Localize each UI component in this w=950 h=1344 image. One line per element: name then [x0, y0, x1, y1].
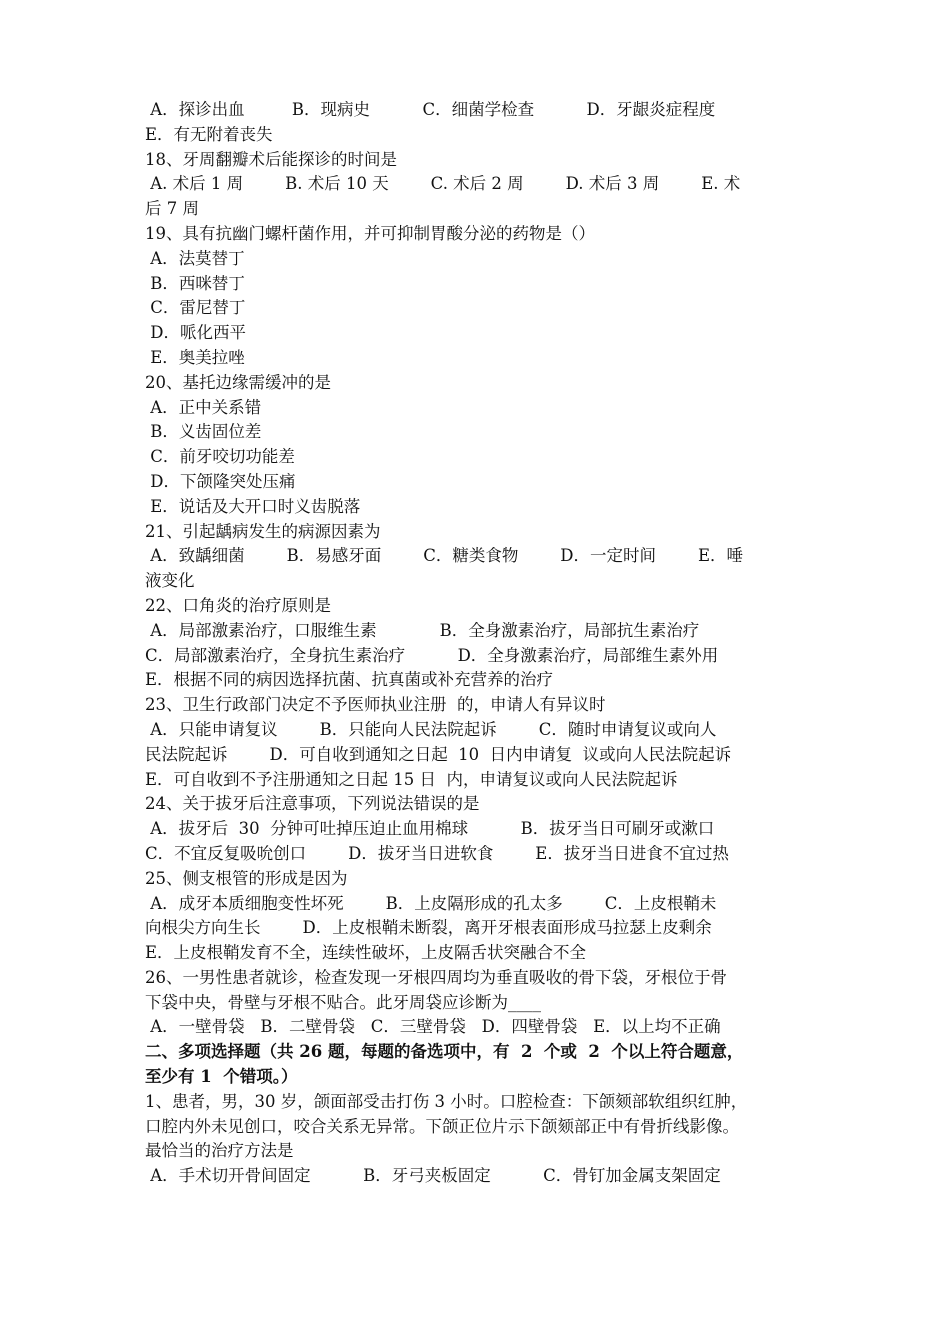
option-line: E．说话及大开口时义齿脱落 [145, 496, 361, 516]
text-line: A．致龋细菌 B．易感牙面 C．糖类食物 D．一定时间 E．唾 [145, 546, 744, 566]
text-line: A．成牙本质细胞变性坏死 B．上皮隔形成的孔太多 C．上皮根鞘未 [145, 893, 717, 913]
text-line: E．上皮根鞘发育不全，连续性破坏，上皮隔舌状突融合不全 [145, 943, 587, 963]
text-line: 后 7 周 [145, 199, 199, 219]
text-line: A．手术切开骨间固定 B．牙弓夹板固定 C．骨钉加金属支架固定 [145, 1166, 721, 1186]
question-26: 26、一男性患者就诊，检查发现一牙根四周均为垂直吸收的骨下袋，牙根位于骨 [145, 967, 727, 987]
text-line: E．有无附着丧失 [145, 124, 273, 144]
question-24: 24、关于拔牙后注意事项，下列说法错误的是 [145, 794, 480, 814]
question-21: 21、引起龋病发生的病源因素为 [145, 521, 381, 541]
option-line: A．法莫替丁 [145, 248, 245, 268]
option-line: D．下颌隆突处压痛 [145, 471, 296, 491]
question-22: 22、口角炎的治疗原则是 [145, 595, 331, 615]
option-line: E．奥美拉唑 [145, 347, 245, 367]
option-line: B．西咪替丁 [145, 273, 245, 293]
text-line: A．只能申请复议 B．只能向人民法院起诉 C．随时申请复议或向人 [145, 719, 717, 739]
text-line: A. 术后 1 周 B. 术后 10 天 C. 术后 2 周 D. 术后 3 周 E. 术 [145, 174, 741, 194]
text-line: E．可自收到不予注册通知之日起 15 日 内，申请复议或向人民法院起诉 [145, 769, 678, 789]
option-line: C．前牙咬切功能差 [145, 447, 295, 467]
text-line: A．一壁骨袋 B．二壁骨袋 C．三壁骨袋 D．四壁骨袋 E．以上均不正确 [145, 1017, 721, 1037]
question-20: 20、基托边缘需缓冲的是 [145, 372, 331, 392]
text-line: A．局部激素治疗，口服维生素 B．全身激素治疗，局部抗生素治疗 [145, 620, 700, 640]
option-line: B．义齿固位差 [145, 422, 262, 442]
question-25: 25、侧支根管的形成是因为 [145, 868, 348, 888]
text-line: 民法院起诉 D．可自收到通知之日起 10 日内申请复 议或向人民法院起诉 [145, 744, 732, 764]
section-heading: 至少有 1 个错项。） [145, 1067, 298, 1087]
section-heading: 二、多项选择题（共 26 题，每题的备选项中，有 2 个或 2 个以上符合题意， [145, 1042, 744, 1062]
document-page [145, 98, 810, 1189]
text-line: A．探诊出血 B．现病史 C．细菌学检查 D．牙龈炎症程度 [145, 100, 716, 119]
text-line: A．拔牙后 30 分钟可吐掉压迫止血用棉球 B．拔牙当日可刷牙或漱口 [145, 819, 715, 839]
option-line: A．正中关系错 [145, 397, 262, 417]
text-line: 向根尖方向生长 D．上皮根鞘未断裂，离开牙根表面形成马拉瑟上皮剩余 [145, 918, 712, 938]
question-23: 23、卫生行政部门决定不予医师执业注册 的，申请人有异议时 [145, 695, 606, 715]
text-line: C．不宜反复吸吮创口 D．拔牙当日进软食 E．拔牙当日进食不宜过热 [145, 843, 729, 863]
option-line: C．雷尼替丁 [145, 298, 246, 318]
text-line: 下袋中央，骨壁与牙根不贴合。此牙周袋应诊断为____ [145, 992, 541, 1012]
question-1: 1、患者，男，30 岁，颌面部受击打伤 3 小时。口腔检查：下颌颏部软组织红肿， [145, 1091, 748, 1111]
option-line: D．哌化西平 [145, 323, 246, 343]
text-line: 口腔内外未见创口，咬合关系无异常。下颌正位片示下颌颏部正中有骨折线影像。 [145, 1116, 739, 1136]
question-18: 18、牙周翻瓣术后能探诊的时间是 [145, 149, 397, 169]
text-line: E．根据不同的病因选择抗菌、抗真菌或补充营养的治疗 [145, 670, 554, 690]
question-19: 19、具有抗幽门螺杆菌作用，并可抑制胃酸分泌的药物是（） [145, 223, 595, 243]
text-line: 液变化 [145, 571, 195, 591]
text-line: C．局部激素治疗，全身抗生素治疗 D．全身激素治疗，局部维生素外用 [145, 645, 719, 665]
text-line: 最恰当的治疗方法是 [145, 1141, 294, 1161]
